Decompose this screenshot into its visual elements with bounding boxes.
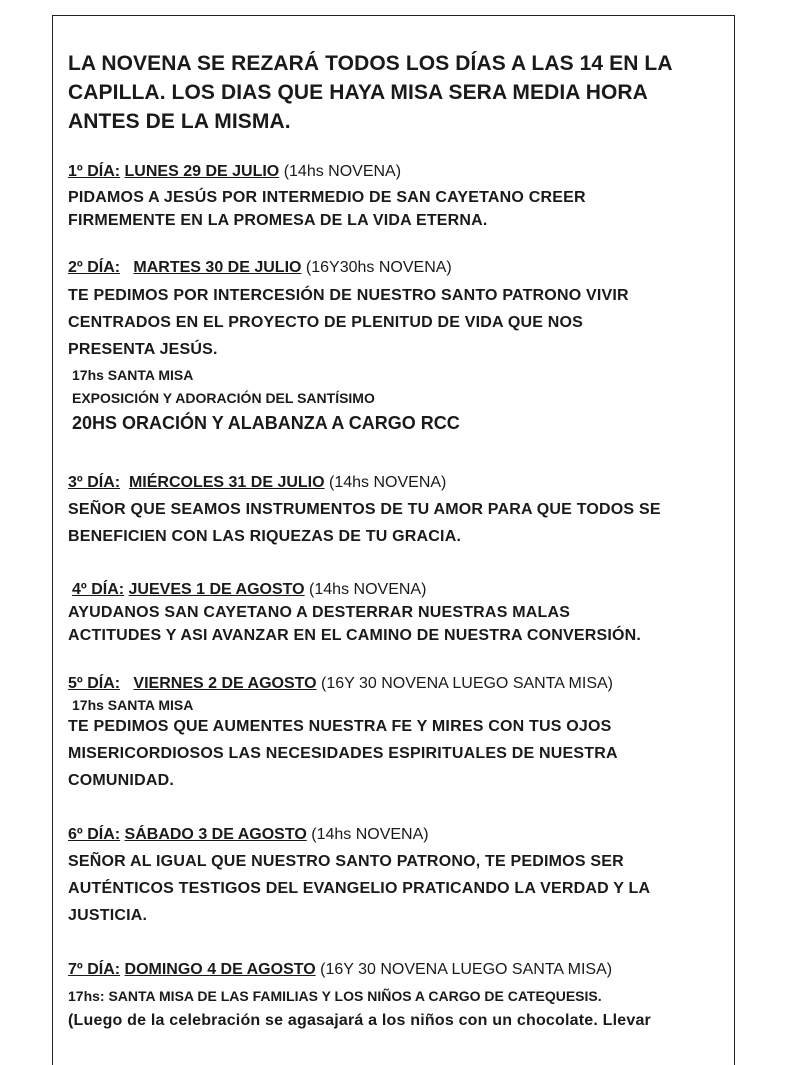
day-7-date: DOMINGO 4 DE AGOSTO [124,961,316,978]
day-1-text-2: FIRMEMENTE EN LA PROMESA DE LA VIDA ETERNA. [68,212,488,229]
day-3-schedule: (14hs NOVENA) [329,474,447,491]
day-3-label: 3º DÍA: [68,474,121,491]
day-4-schedule: (14hs NOVENA) [309,581,427,598]
day-5-text-1: TE PEDIMOS QUE AUMENTES NUESTRA FE Y MIRES CON TUS OJOS [68,718,612,735]
day-5-text-3: COMUNIDAD. [68,772,174,789]
day-2-text-3: PRESENTA JESÚS. [68,341,218,358]
intro-line-3: ANTES DE LA MISMA. [68,110,291,133]
day-6-schedule: (14hs NOVENA) [311,826,429,843]
day-3-text-1: SEÑOR QUE SEAMOS INSTRUMENTOS DE TU AMOR PARA QUE TODOS SE [68,501,661,518]
day-7-text-2: (Luego de la celebración se agasajará a los niños con un chocolate. Llevar [68,1012,651,1029]
day-5-misa: 17hs SANTA MISA [72,697,194,713]
day-1-label: 1º DÍA: [68,163,121,180]
day-6-text-1: SEÑOR AL IGUAL QUE NUESTRO SANTO PATRONO, TE PEDIMOS SER [68,853,624,870]
day-5-date: VIERNES 2 DE AGOSTO [133,675,317,692]
day-2-heading [68,259,452,277]
day-6-text-2: AUTÉNTICOS TESTIGOS DEL EVANGELIO PRATICANDO LA VERDAD Y LA [68,880,651,897]
day-4-text-2: ACTITUDES Y ASI AVANZAR EN EL CAMINO DE NUESTRA CONVERSIÓN. [68,627,642,644]
intro-line-2: CAPILLA. LOS DIAS QUE HAYA MISA SERA MEDIA HORA [68,81,648,104]
day-7-heading [68,961,612,979]
day-7-text-1: 17hs: SANTA MISA DE LAS FAMILIAS Y LOS NIÑOS A CARGO DE CATEQUESIS. [68,988,602,1004]
day-7-label: 7º DÍA: [68,961,121,978]
day-6-label: 6º DÍA: [68,826,121,843]
day-2-label: 2º DÍA: [68,259,121,276]
day-4-heading [72,581,426,599]
day-3-heading [68,474,446,492]
day-6-date: SÁBADO 3 DE AGOSTO [124,826,307,843]
day-2-oracion: 20HS ORACIÓN Y ALABANZA A CARGO RCC [72,413,460,433]
day-7-schedule: (16Y 30 NOVENA LUEGO SANTA MISA) [320,961,613,978]
day-2-schedule: (16Y30hs NOVENA) [305,259,452,276]
day-6-text-3: JUSTICIA. [68,907,148,924]
day-1-text-1: PIDAMOS A JESÚS POR INTERMEDIO DE SAN CAYETANO CREER [68,189,586,206]
day-3-date: MIÉRCOLES 31 DE JULIO [128,474,325,491]
day-4-date: JUEVES 1 DE AGOSTO [128,581,305,598]
day-2-date: MARTES 30 DE JULIO [133,259,302,276]
day-4-label: 4º DÍA: [72,581,125,598]
day-2-exposicion: EXPOSICIÓN Y ADORACIÓN DEL SANTÍSIMO [72,390,375,406]
day-5-heading [68,675,613,693]
day-5-schedule: (16Y 30 NOVENA LUEGO SANTA MISA) [321,675,613,692]
day-2-text-1: TE PEDIMOS POR INTERCESIÓN DE NUESTRO SANTO PATRONO VIVIR [68,287,629,304]
day-1-date: LUNES 29 DE JULIO [124,163,280,180]
day-2-misa: 17hs SANTA MISA [72,367,194,383]
intro-line-1: LA NOVENA SE REZARÁ TODOS LOS DÍAS A LAS 14 EN LA [68,52,673,75]
day-6-heading [68,826,429,844]
day-2-text-2: CENTRADOS EN EL PROYECTO DE PLENITUD DE VIDA QUE NOS [68,314,584,331]
day-5-label: 5º DÍA: [68,675,121,692]
day-4-text-1: AYUDANOS SAN CAYETANO A DESTERRAR NUESTRAS MALAS [68,604,571,621]
day-3-text-2: BENEFICIEN CON LAS RIQUEZAS DE TU GRACIA. [68,528,462,545]
day-5-text-2: MISERICORDIOSOS LAS NECESIDADES ESPIRITUALES DE NUESTRA [68,745,618,762]
day-1-schedule: (14hs NOVENA) [283,163,402,180]
day-1-heading [68,163,401,181]
